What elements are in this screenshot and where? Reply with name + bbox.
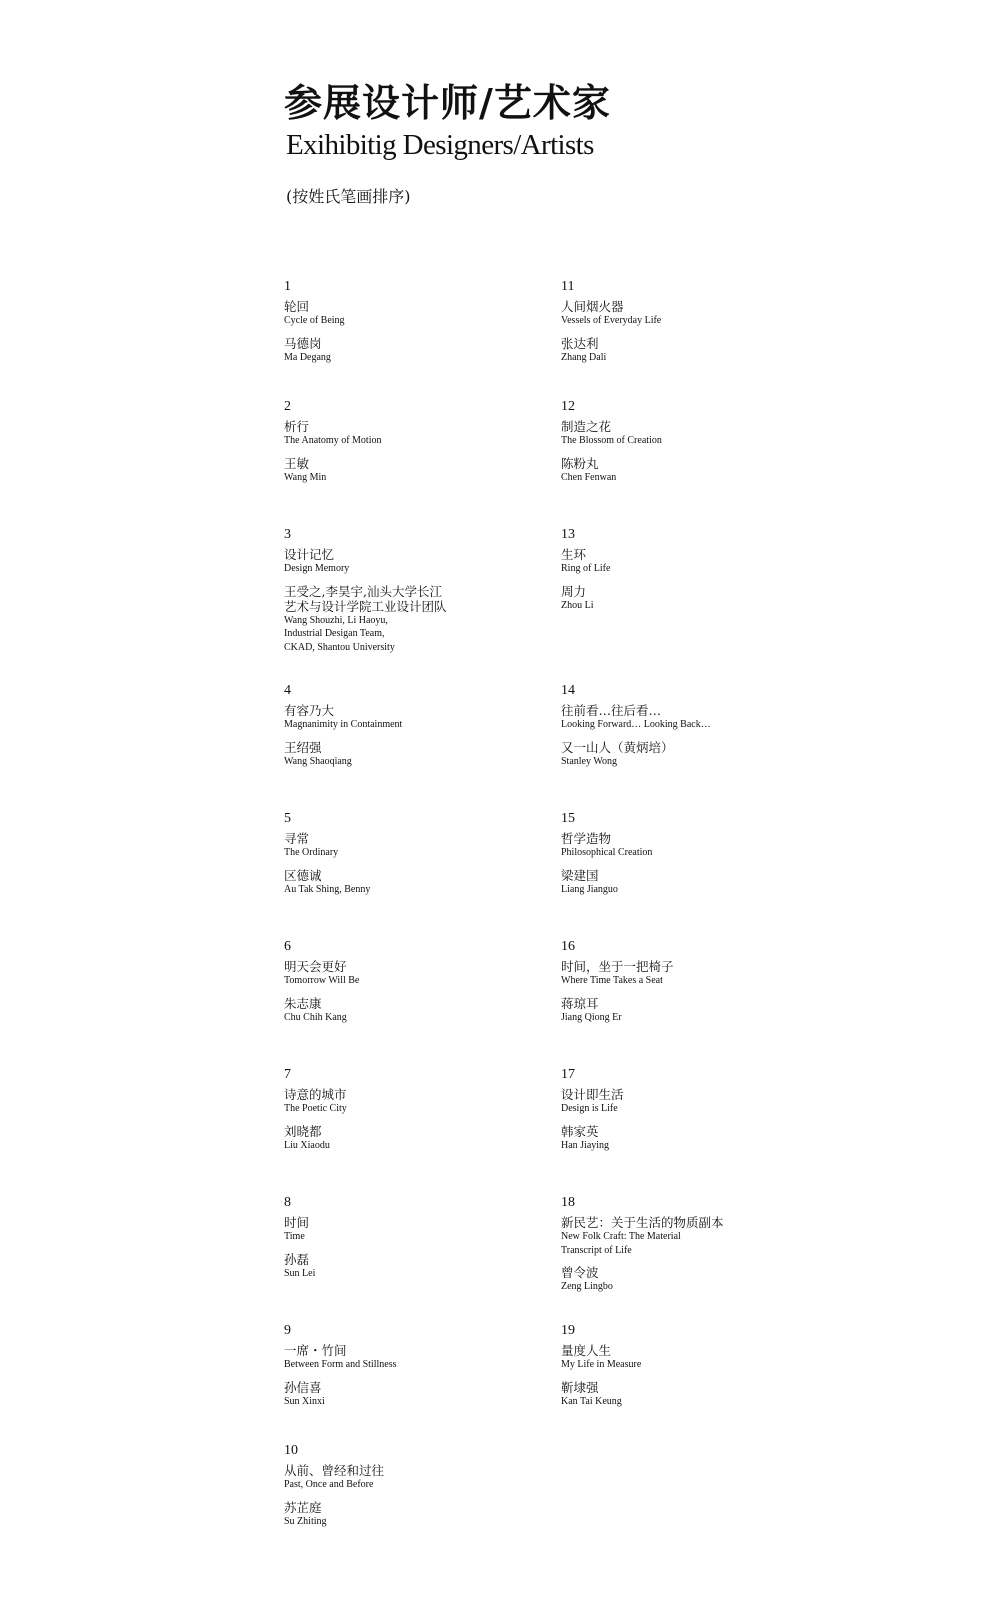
entry-number: 6 bbox=[284, 939, 291, 954]
page-title-english: Exihibitig Designers/Artists bbox=[286, 129, 594, 161]
work-title-chinese: 制造之花 bbox=[561, 419, 612, 434]
artist-name-english: Au Tak Shing, Benny bbox=[284, 883, 371, 895]
artist-name-english: Ma Degang bbox=[284, 351, 331, 363]
list-item bbox=[284, 811, 544, 896]
entry-number: 19 bbox=[561, 1323, 575, 1338]
list-item bbox=[561, 527, 821, 612]
list-item bbox=[284, 939, 544, 1024]
artist-name-chinese: 王敏 bbox=[284, 455, 310, 471]
work-title-chinese: 有容乃大 bbox=[284, 703, 335, 718]
work-title-english: New Folk Craft: The Material Transcript of Life bbox=[561, 1231, 681, 1256]
artist-name-english: Wang Min bbox=[284, 471, 327, 483]
artist-name-chinese: 张达利 bbox=[561, 335, 599, 351]
artist-name-english: Zhou Li bbox=[561, 599, 594, 611]
work-title-chinese: 设计记忆 bbox=[284, 547, 335, 562]
list-item bbox=[284, 279, 544, 364]
list-item bbox=[284, 527, 544, 654]
work-title-english: Looking Forward… Looking Back… bbox=[561, 719, 711, 730]
artist-name-chinese: 韩家英 bbox=[561, 1123, 599, 1139]
work-title-english: Past, Once and Before bbox=[284, 1479, 374, 1490]
list-item bbox=[284, 1443, 544, 1528]
artist-name-chinese: 王绍强 bbox=[284, 739, 322, 755]
work-title-english: Where Time Takes a Seat bbox=[561, 975, 663, 986]
artist-name-chinese: 苏芷庭 bbox=[284, 1499, 322, 1515]
artist-name-chinese: 朱志康 bbox=[284, 995, 322, 1011]
artist-name-chinese: 靳埭强 bbox=[561, 1379, 599, 1395]
artist-name-chinese: 陈粉丸 bbox=[561, 455, 599, 471]
artist-name-chinese: 马德岗 bbox=[284, 335, 322, 351]
sort-note: (按姓氏笔画排序) bbox=[286, 187, 411, 206]
work-title-english: The Blossom of Creation bbox=[561, 435, 662, 446]
artist-name-chinese: 曾令波 bbox=[561, 1265, 599, 1280]
list-item bbox=[284, 683, 544, 768]
work-title-english: Ring of Life bbox=[561, 563, 611, 574]
page-title-chinese: 参展设计师/艺术家 bbox=[284, 80, 611, 125]
work-title-english: Philosophical Creation bbox=[561, 847, 653, 858]
artist-name-english: Su Zhiting bbox=[284, 1515, 327, 1527]
work-title-chinese: 一席・竹间 bbox=[284, 1343, 347, 1358]
entry-number: 5 bbox=[284, 811, 291, 826]
artist-name-english: Sun Xinxi bbox=[284, 1395, 325, 1407]
artist-name-chinese: 周力 bbox=[561, 583, 587, 599]
work-title-english: Design Memory bbox=[284, 563, 350, 574]
work-title-chinese: 析行 bbox=[284, 419, 310, 434]
work-title-english: Cycle of Being bbox=[284, 315, 345, 326]
artist-name-english: Wang Shaoqiang bbox=[284, 755, 352, 767]
work-title-chinese: 新民艺：关于生活的物质副本 bbox=[561, 1215, 724, 1230]
list-item bbox=[561, 811, 821, 896]
entry-number: 13 bbox=[561, 527, 575, 542]
work-title-english: Between Form and Stillness bbox=[284, 1359, 397, 1370]
list-item bbox=[561, 1195, 821, 1294]
entry-number: 8 bbox=[284, 1195, 291, 1210]
work-title-english: Magnanimity in Containment bbox=[284, 719, 403, 730]
work-title-english: Time bbox=[284, 1231, 305, 1242]
entry-number: 10 bbox=[284, 1443, 298, 1458]
list-item bbox=[561, 939, 821, 1024]
entry-number: 2 bbox=[284, 399, 291, 414]
artist-name-english: Han Jiaying bbox=[561, 1139, 610, 1151]
work-title-english: The Poetic City bbox=[284, 1103, 347, 1114]
entry-number: 3 bbox=[284, 527, 291, 542]
work-title-chinese: 设计即生活 bbox=[561, 1087, 624, 1102]
list-item bbox=[284, 1195, 544, 1280]
work-title-english: The Ordinary bbox=[284, 847, 339, 858]
artist-name-english: Zeng Lingbo bbox=[561, 1281, 613, 1292]
entry-number: 18 bbox=[561, 1195, 575, 1210]
work-title-chinese: 明天会更好 bbox=[284, 959, 347, 974]
artist-name-english: Chen Fenwan bbox=[561, 471, 617, 483]
work-title-english: The Anatomy of Motion bbox=[284, 435, 382, 446]
artist-name-english: Kan Tai Keung bbox=[561, 1395, 622, 1407]
list-item bbox=[561, 279, 821, 364]
list-item bbox=[561, 1323, 821, 1408]
entry-number: 4 bbox=[284, 683, 291, 698]
artist-name-english: Stanley Wong bbox=[561, 755, 617, 767]
artist-name-chinese: 区德诚 bbox=[284, 867, 322, 883]
artist-name-english: Jiang Qiong Er bbox=[561, 1011, 622, 1023]
work-title-chinese: 诗意的城市 bbox=[284, 1087, 347, 1102]
list-item bbox=[284, 399, 544, 484]
list-item bbox=[284, 1067, 544, 1152]
list-item bbox=[561, 1067, 821, 1152]
work-title-english: Design is Life bbox=[561, 1103, 618, 1114]
entry-number: 16 bbox=[561, 939, 575, 954]
work-title-chinese: 寻常 bbox=[284, 831, 310, 846]
work-title-chinese: 轮回 bbox=[284, 299, 310, 314]
entry-number: 15 bbox=[561, 811, 575, 826]
artist-name-english: Wang Shouzhi, Li Haoyu, Industrial Desigan Team, CKAD, Shantou University bbox=[284, 614, 395, 653]
artist-name-english: Liu Xiaodu bbox=[284, 1139, 330, 1151]
artist-name-chinese: 又一山人（黄炳培） bbox=[561, 739, 674, 755]
artist-name-english: Zhang Dali bbox=[561, 351, 607, 363]
artist-name-chinese: 梁建国 bbox=[561, 867, 599, 883]
entry-number: 12 bbox=[561, 399, 575, 414]
work-title-english: Tomorrow Will Be bbox=[284, 975, 360, 986]
artist-name-english: Liang Jianguo bbox=[561, 883, 618, 895]
artist-name-chinese: 蒋琼耳 bbox=[561, 995, 599, 1011]
work-title-chinese: 时间，坐于一把椅子 bbox=[561, 959, 674, 974]
artist-name-chinese: 刘晓都 bbox=[284, 1123, 322, 1139]
list-item bbox=[561, 683, 821, 768]
artist-name-english: Sun Lei bbox=[284, 1267, 316, 1279]
entry-number: 1 bbox=[284, 279, 291, 294]
list-item bbox=[561, 399, 821, 484]
work-title-chinese: 往前看…往后看… bbox=[561, 703, 662, 718]
artist-name-chinese: 王受之,李昊宇,汕头大学长江 艺术与设计学院工业设计团队 bbox=[284, 583, 447, 614]
artist-name-chinese: 孙磊 bbox=[284, 1251, 310, 1267]
entry-number: 9 bbox=[284, 1323, 291, 1338]
work-title-chinese: 人间烟火器 bbox=[561, 299, 624, 314]
list-item bbox=[284, 1323, 544, 1408]
artist-name-english: Chu Chih Kang bbox=[284, 1011, 347, 1023]
work-title-chinese: 量度人生 bbox=[561, 1343, 612, 1358]
work-title-chinese: 时间 bbox=[284, 1215, 310, 1230]
entry-number: 11 bbox=[561, 279, 575, 294]
work-title-chinese: 从前、曾经和过往 bbox=[284, 1463, 385, 1478]
work-title-english: Vessels of Everyday Life bbox=[561, 315, 662, 326]
work-title-chinese: 哲学造物 bbox=[561, 831, 612, 846]
artist-name-chinese: 孙信喜 bbox=[284, 1379, 322, 1395]
entry-number: 17 bbox=[561, 1067, 575, 1082]
entry-number: 7 bbox=[284, 1067, 291, 1082]
work-title-chinese: 生环 bbox=[561, 547, 587, 562]
entry-number: 14 bbox=[561, 683, 575, 698]
work-title-english: My Life in Measure bbox=[561, 1359, 642, 1370]
